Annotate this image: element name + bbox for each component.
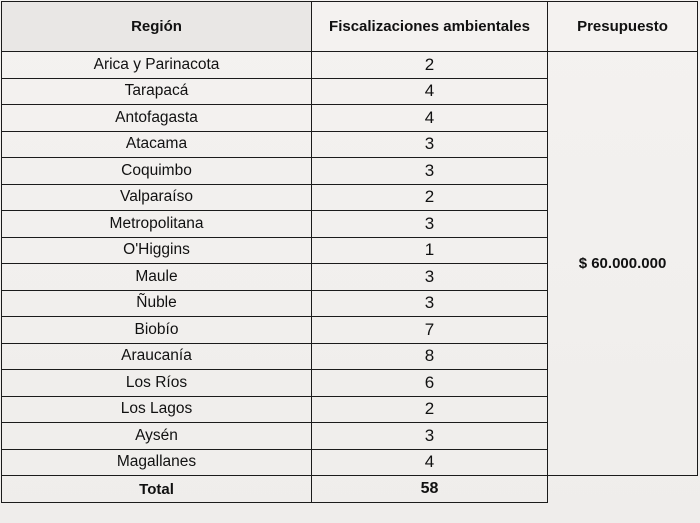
region-cell: Metropolitana bbox=[2, 211, 312, 238]
total-budget-empty bbox=[548, 476, 698, 503]
region-cell: Ñuble bbox=[2, 290, 312, 317]
inspections-cell: 3 bbox=[312, 158, 548, 185]
header-inspections: Fiscalizaciones ambientales bbox=[312, 2, 548, 52]
inspections-cell: 7 bbox=[312, 317, 548, 344]
region-cell: O'Higgins bbox=[2, 237, 312, 264]
inspections-cell: 6 bbox=[312, 370, 548, 397]
region-cell: Los Ríos bbox=[2, 370, 312, 397]
table-header-row bbox=[2, 2, 698, 52]
inspections-cell: 2 bbox=[312, 52, 548, 79]
region-cell: Maule bbox=[2, 264, 312, 291]
region-cell: Aysén bbox=[2, 423, 312, 450]
total-label: Total bbox=[2, 476, 312, 503]
inspections-cell: 1 bbox=[312, 237, 548, 264]
inspections-cell: 2 bbox=[312, 184, 548, 211]
inspections-cell: 3 bbox=[312, 264, 548, 291]
region-cell: Antofagasta bbox=[2, 105, 312, 132]
table-body bbox=[2, 52, 698, 476]
region-cell: Biobío bbox=[2, 317, 312, 344]
table-row bbox=[2, 52, 698, 79]
inspections-cell: 4 bbox=[312, 105, 548, 132]
total-value: 58 bbox=[312, 476, 548, 503]
inspections-cell: 4 bbox=[312, 449, 548, 476]
inspections-cell: 3 bbox=[312, 423, 548, 450]
inspections-cell: 3 bbox=[312, 211, 548, 238]
inspections-cell: 2 bbox=[312, 396, 548, 423]
inspections-table bbox=[1, 1, 698, 503]
region-cell: Atacama bbox=[2, 131, 312, 158]
inspections-cell: 8 bbox=[312, 343, 548, 370]
header-budget: Presupuesto bbox=[548, 2, 698, 52]
region-cell: Magallanes bbox=[2, 449, 312, 476]
header-region: Región bbox=[2, 2, 312, 52]
region-cell: Los Lagos bbox=[2, 396, 312, 423]
budget-cell: $ 60.000.000 bbox=[548, 52, 698, 476]
region-cell: Arica y Parinacota bbox=[2, 52, 312, 79]
region-cell: Araucanía bbox=[2, 343, 312, 370]
inspections-cell: 4 bbox=[312, 78, 548, 105]
region-cell: Coquimbo bbox=[2, 158, 312, 185]
inspections-cell: 3 bbox=[312, 131, 548, 158]
total-row bbox=[2, 476, 698, 503]
inspections-cell: 3 bbox=[312, 290, 548, 317]
region-cell: Valparaíso bbox=[2, 184, 312, 211]
region-cell: Tarapacá bbox=[2, 78, 312, 105]
